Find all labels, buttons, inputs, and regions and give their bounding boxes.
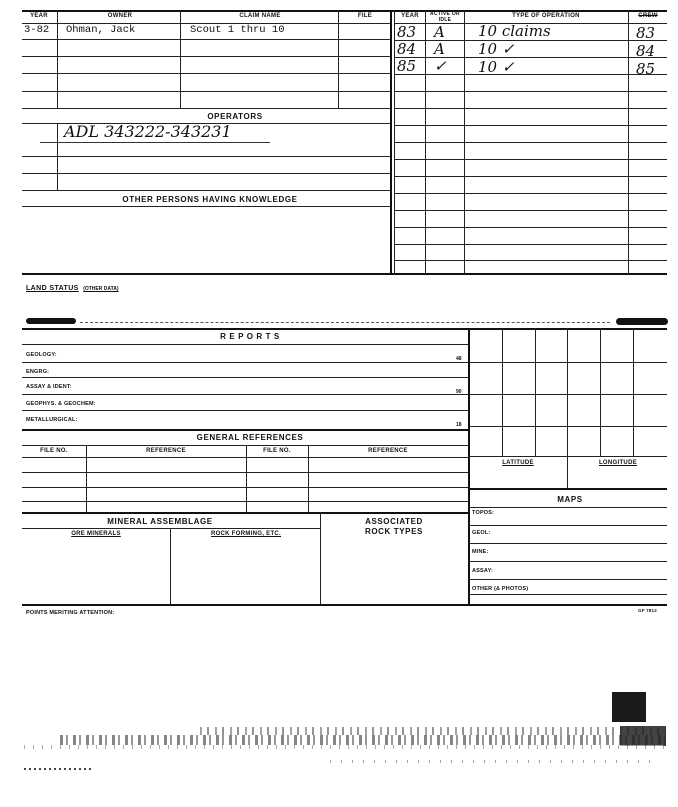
report-geology-num: 48 [456,356,462,362]
claim-owner: Ohman, Jack [66,24,136,36]
op-row1-status: A [434,23,445,41]
op-header-type: TYPE OF OPERATION [512,13,580,19]
op-row3-crew: 85 [636,60,656,78]
associated-line2: ROCK TYPES [364,527,423,536]
ink-smudge-right [616,318,668,325]
op-row1-crew: 83 [636,24,656,42]
points-meriting-attention: POINTS MERITING ATTENTION: [26,610,115,616]
operators-entry: ADL 343222-343231 [64,122,232,141]
header-file: FILE [357,13,373,19]
land-status [26,277,119,295]
ref-header-file2: FILE NO. [263,448,291,454]
maps-mine: MINE: [472,549,489,555]
land-status-label: LAND STATUS [26,285,79,292]
general-references-title: GENERAL REFERENCES [196,433,304,442]
report-assay: ASSAY & IDENT: [26,384,72,390]
op-row2-status: A [434,40,445,58]
report-engrg: ENGRG: [26,369,50,375]
report-metallurgical-num: 18 [456,422,462,428]
ore-minerals-header: ORE MINERALS [71,531,121,537]
maps-geol: GEOL: [472,530,491,536]
op-row3-type: 10 ✓ [478,58,515,76]
report-assay-num: 90 [456,389,462,395]
report-geophys: GEOPHYS. & GEOCHEM: [26,401,96,407]
op-header-crew: CREW [638,13,658,19]
op-row2-year: 84 [397,40,417,58]
mineral-assemblage-title: MINERAL ASSEMBLAGE [107,517,213,526]
header-claim-name: CLAIM NAME [239,13,281,19]
op-row1-type: 10 claims [478,22,551,40]
operators-title: OPERATORS [207,112,263,121]
header-owner: OWNER [107,13,133,19]
operators-underline [40,142,270,143]
report-metallurgical: METALLURGICAL: [26,417,78,423]
associated-line1: ASSOCIATED [365,517,423,526]
op-row1-year: 83 [397,23,417,41]
other-persons-title: OTHER PERSONS HAVING KNOWLEDGE [122,195,298,204]
ref-header-ref2: REFERENCE [368,448,408,454]
maps-title: MAPS [557,495,583,504]
top-border [22,10,667,12]
op-header-year: YEAR [401,13,419,19]
ref-header-file1: FILE NO. [40,448,68,454]
latitude-label: LATITUDE [502,460,534,466]
ref-header-ref1: REFERENCE [146,448,186,454]
op-row2-type: 10 ✓ [478,40,515,58]
land-status-sub: (OTHER DATA) [83,286,119,292]
form-code: GF 7812 [638,608,657,613]
op-row2-crew: 84 [636,42,656,60]
report-geology: GEOLOGY: [26,352,57,358]
rock-forming-header: ROCK FORMING, ETC. [210,531,282,537]
op-header-active: ACTIVE OR IDLE [430,11,460,23]
maps-other: OTHER (& PHOTOS) [472,586,529,592]
ink-smudge-left [26,318,76,324]
op-row3-status: ✓ [434,57,447,75]
header-year: YEAR [30,13,48,19]
top-divider [390,10,392,274]
longitude-label: LONGITUDE [598,460,638,466]
reports-title: R E P O R T S [220,332,280,341]
claim-name: Scout 1 thru 10 [190,24,285,36]
claim-year: 3-82 [24,24,50,36]
maps-assay: ASSAY: [472,568,494,574]
op-row3-year: 85 [397,57,417,75]
maps-topos: TOPOS: [472,510,495,516]
